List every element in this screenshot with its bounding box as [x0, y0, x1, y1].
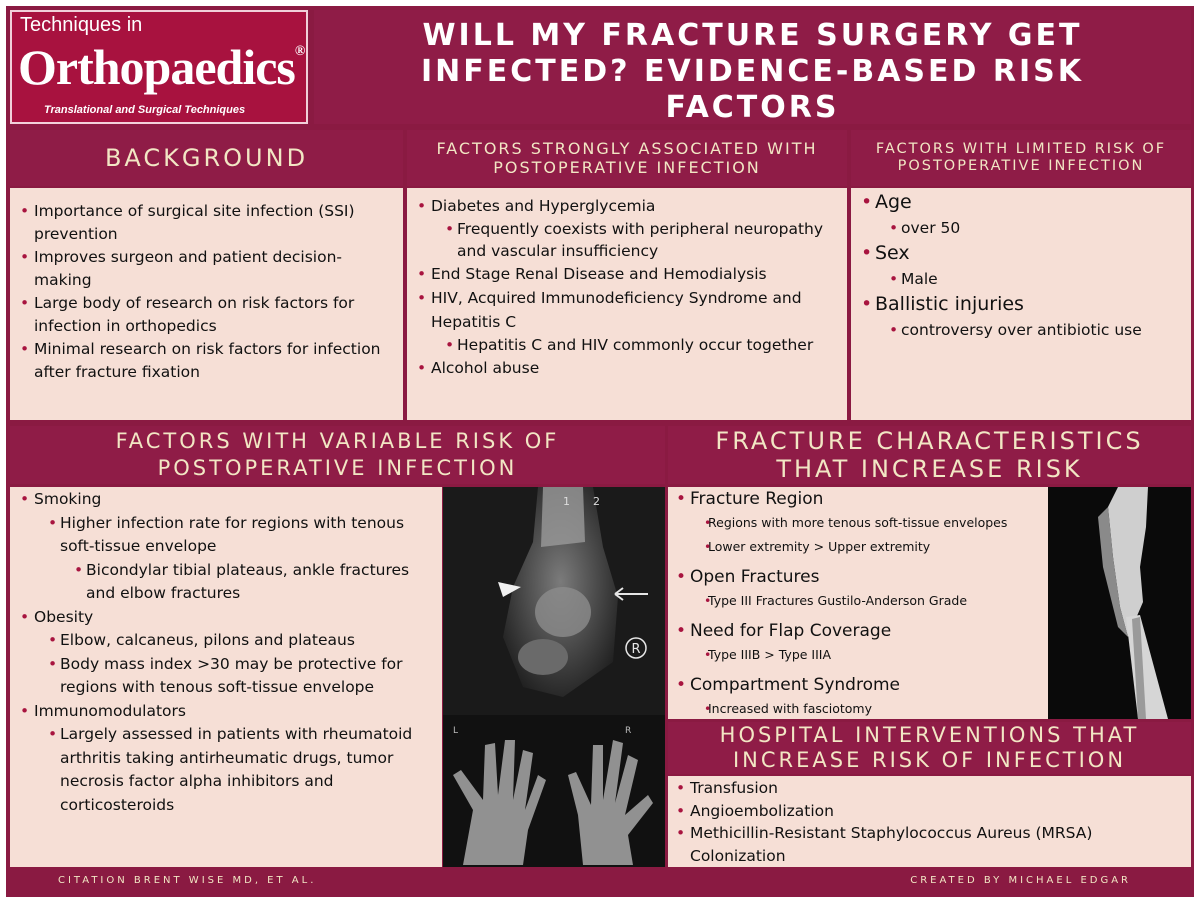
- fracture-list: [676, 487, 1044, 721]
- femur-xray-image: [1048, 487, 1191, 719]
- logo-line1: Techniques in: [20, 14, 143, 36]
- hospital-body: [668, 776, 1191, 867]
- hospital-heading: HOSPITAL INTERVENTIONS THAT INCREASE RISK OF INFECTION: [668, 722, 1191, 774]
- hospital-item: • Angioembolization: [676, 800, 1187, 823]
- strong-item: • Alcohol abuse: [417, 356, 841, 380]
- registered-mark: ®: [294, 44, 305, 59]
- limited-item: • Sex: [861, 241, 1185, 267]
- hospital-item: • Methicillin-Resistant Staphylococcus Aureus (MRSA) Colonization: [676, 822, 1187, 867]
- variable-heading: FACTORS WITH VARIABLE RISK OF POSTOPERATIVE INFECTION: [10, 426, 665, 484]
- xray-label-1: 1: [563, 495, 570, 508]
- fracture-item: • Open Fractures: [676, 565, 1044, 589]
- variable-sub-immuno: • Largely assessed in patients with rheumatoid arthritis taking antirheumatic drugs, tumor necrosis factor alpha inhibitors and corticosteroids: [20, 723, 438, 817]
- strong-item: • End Stage Renal Disease and Hemodialysis: [417, 262, 841, 286]
- logo-line2: Orthopaedics®: [18, 39, 305, 95]
- strong-list: [417, 194, 841, 380]
- background-item: • Importance of surgical site infection (SSI) prevention: [20, 200, 395, 246]
- fracture-subitem: • Type IIIB > Type IIIA: [676, 643, 1044, 667]
- strong-heading: FACTORS STRONGLY ASSOCIATED WITH POSTOPERATIVE INFECTION: [407, 130, 847, 186]
- limited-subitem: • Male: [861, 267, 1185, 293]
- xray-label-2: 2: [593, 495, 600, 508]
- journal-logo: [10, 10, 308, 124]
- limited-item: • Ballistic injuries: [861, 292, 1185, 318]
- variable-sub-obesity-1: • Elbow, calcaneus, pilons and plateaus: [20, 629, 438, 653]
- background-list: [20, 200, 395, 384]
- variable-item-obesity: • Obesity: [20, 606, 438, 630]
- background-body: [10, 188, 403, 420]
- fracture-item: • Fracture Region: [676, 487, 1044, 511]
- limited-heading: FACTORS WITH LIMITED RISK OF POSTOPERATIVE INFECTION: [851, 130, 1191, 186]
- fracture-heading: FRACTURE CHARACTERISTICS THAT INCREASE RISK: [668, 426, 1191, 484]
- fracture-item: • Compartment Syndrome: [676, 673, 1044, 697]
- variable-sub-smoking: • Higher infection rate for regions with tenous soft-tissue envelope: [20, 512, 438, 559]
- fracture-subitem: • Lower extremity > Upper extremity: [676, 535, 1044, 559]
- fracture-item: • Need for Flap Coverage: [676, 619, 1044, 643]
- logo-line3: Translational and Surgical Techniques: [44, 104, 246, 116]
- variable-body: [10, 487, 442, 867]
- poster-title: WILL MY FRACTURE SURGERY GET INFECTED? EVIDENCE-BASED RISK FACTORS: [314, 10, 1191, 124]
- variable-list: [20, 488, 438, 817]
- background-heading: BACKGROUND: [10, 130, 403, 186]
- fracture-subitem: • Regions with more tenous soft-tissue envelopes: [676, 511, 1044, 535]
- strong-subitem: • Hepatitis C and HIV commonly occur together: [417, 334, 841, 356]
- strong-subitem: • Frequently coexists with peripheral neuropathy and vascular insufficiency: [417, 218, 841, 262]
- background-item: • Large body of research on risk factors for infection in orthopedics: [20, 292, 395, 338]
- background-item: • Minimal research on risk factors for infection after fracture fixation: [20, 338, 395, 384]
- fracture-subitem: • Type III Fractures Gustilo-Anderson Grade: [676, 589, 1044, 613]
- variable-sub-obesity-2: • Body mass index >30 may be protective for regions with tenous soft-tissue envelope: [20, 653, 438, 700]
- hands-label-l: L: [453, 726, 459, 736]
- footer-credit: CREATED BY MICHAEL EDGAR: [910, 875, 1131, 886]
- variable-subsub-smoking: • Bicondylar tibial plateaus, ankle fractures and elbow fractures: [20, 559, 438, 606]
- limited-subitem: • controversy over antibiotic use: [861, 318, 1185, 344]
- limited-subitem: • over 50: [861, 216, 1185, 242]
- background-item: • Improves surgeon and patient decision-making: [20, 246, 395, 292]
- hands-xray-image: [443, 715, 665, 867]
- strong-body: [407, 188, 847, 420]
- variable-item-immuno: • Immunomodulators: [20, 700, 438, 724]
- footer-citation: CITATION BRENT WISE MD, ET AL.: [58, 875, 317, 886]
- hands-label-r: R: [625, 726, 632, 736]
- fracture-body: [668, 487, 1048, 719]
- footer: [10, 870, 1191, 894]
- strong-item: • Diabetes and Hyperglycemia: [417, 194, 841, 218]
- limited-list: [861, 190, 1185, 343]
- fracture-subitem: • Increased with fasciotomy: [676, 697, 1044, 721]
- ankle-xray-image: [443, 487, 665, 715]
- strong-item: • HIV, Acquired Immunodeficiency Syndrome and Hepatitis C: [417, 286, 841, 334]
- hospital-item: • Transfusion: [676, 777, 1187, 800]
- hospital-list: [676, 777, 1187, 867]
- limited-item: • Age: [861, 190, 1185, 216]
- xray-marker-r: R: [631, 642, 641, 657]
- limited-body: [851, 188, 1191, 420]
- variable-item-smoking: • Smoking: [20, 488, 438, 512]
